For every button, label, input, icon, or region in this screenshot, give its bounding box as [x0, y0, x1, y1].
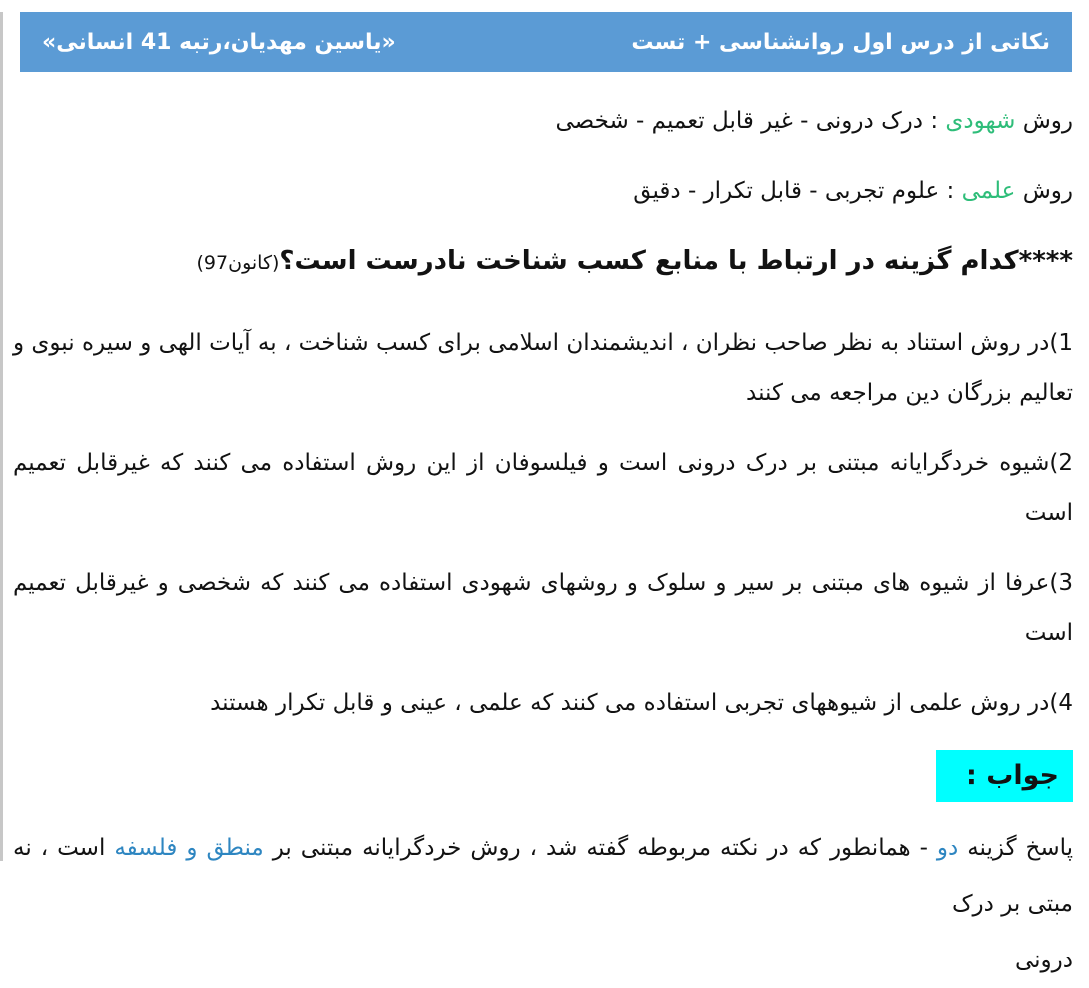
- answer-part1: پاسخ گزینه: [958, 835, 1074, 861]
- keyword-green: شهودی: [945, 108, 1016, 134]
- document-content: [3, 72, 1089, 988]
- question-text: کدام گزینه در ارتباط با منابع کسب شناخت نادرست است؟: [279, 246, 1019, 276]
- answer-part2: - همانطور که در نکته مربوطه گفته شد ، روش خردگرایانه مبتنی بر: [263, 835, 937, 861]
- note-line-intuitive-method: [13, 86, 1073, 156]
- option-3: 3)عرفا از شیوه های مبتنی بر سیر و سلوک و روشهای شهودی استفاده می کنند که شخصی و غیرقابل تعمیم است: [13, 570, 1073, 646]
- note-line-scientific-method: [13, 156, 1073, 226]
- answer-line2: درونی: [1014, 947, 1073, 973]
- note-rest: : علوم تجربی - قابل تکرار - دقیق: [633, 178, 962, 204]
- answer-option-word: دو: [936, 835, 959, 861]
- question-source: (کانون97): [196, 252, 280, 274]
- option-1: 1)در روش استناد به نظر صاحب نظران ، اندیشمندان اسلامی برای کسب شناخت ، به آیات الهی و سیره نبوی و تعالیم بزرگان دین مراجعه می کنند: [13, 330, 1073, 406]
- note-prefix: روش: [1015, 178, 1073, 204]
- answer-label-row: [13, 748, 1073, 802]
- header-title: نکاتی از درس اول روانشناسی + تست: [631, 29, 1050, 55]
- answer-keywords: منطق و فلسفه: [114, 835, 264, 861]
- document-page: [0, 12, 1089, 973]
- keyword-green: علمی: [961, 178, 1016, 204]
- option-4: 4)در روش علمی از شیوههای تجربی استفاده می کنند که علمی ، عینی و قابل تکرار هستند: [210, 690, 1073, 716]
- answer-text: [13, 820, 1073, 988]
- note-rest: : درک درونی - غیر قابل تعمیم - شخصی: [555, 108, 946, 134]
- answer-part3: است ، نه مبتی بر درک: [13, 835, 1073, 917]
- header-bar: [20, 12, 1072, 72]
- answer-label: جواب :: [936, 750, 1073, 802]
- header-author: «یاسین مهدیان،رتبه 41 انسانی»: [42, 29, 396, 55]
- note-prefix: روش: [1015, 108, 1073, 134]
- question-line: [13, 226, 1073, 298]
- option-2: 2)شیوه خردگرایانه مبتنی بر درک درونی است و فیلسوفان از این روش استفاده می کنند که غیرقابل تعمیم است: [13, 450, 1073, 526]
- question-stars: ****: [1018, 246, 1073, 276]
